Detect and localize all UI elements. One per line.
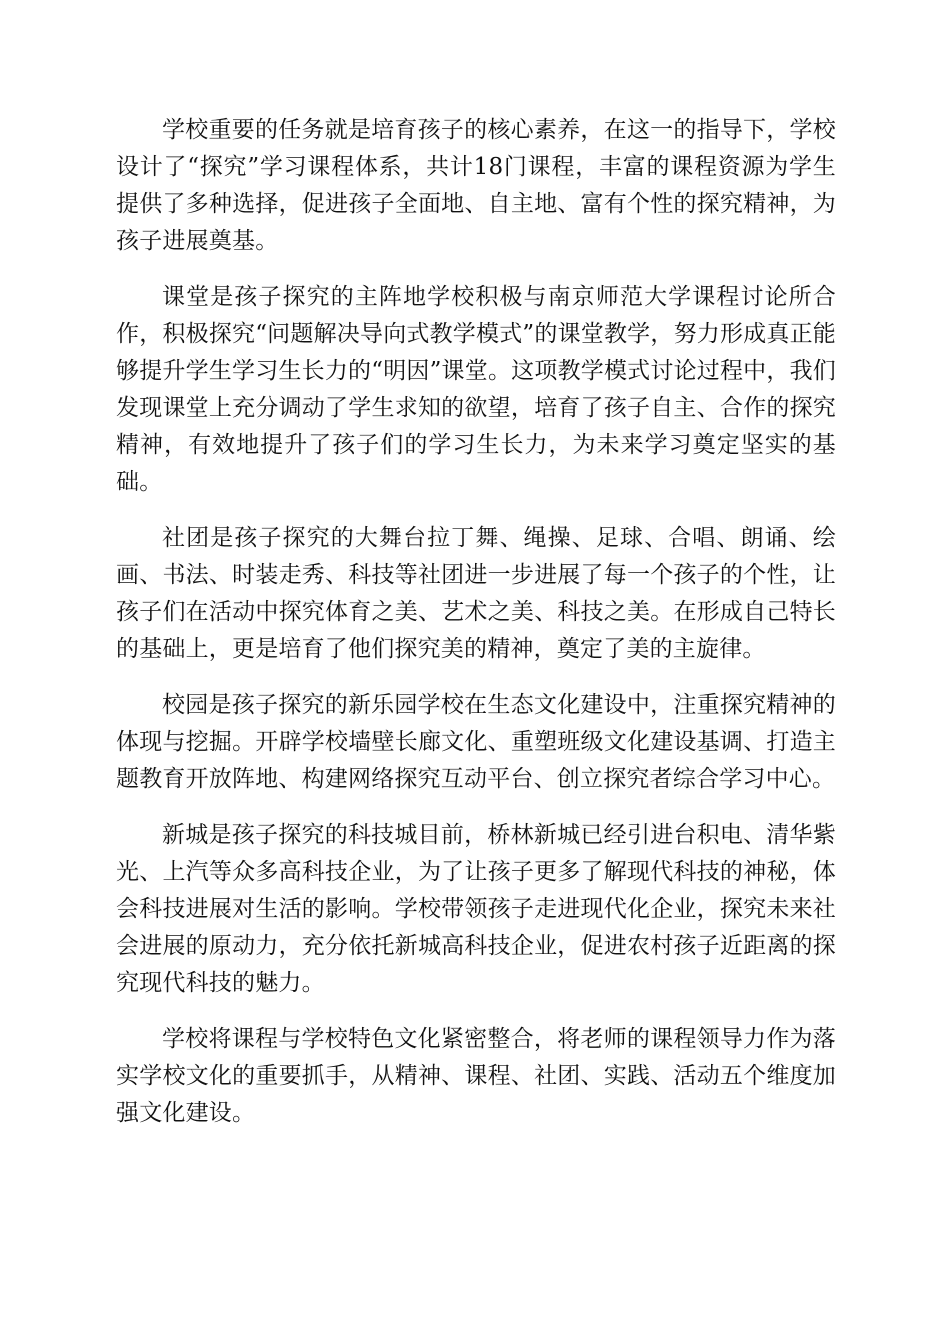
paragraph-core-literacy: 学校重要的任务就是培育孩子的核心素养，在这一的指导下，学校设计了“探究”学习课程体系，共计18门课程，丰富的课程资源为学生提供了多种选择，促进孩子全面地、自主地、富有个性的探究精神，为孩子进展奠基。	[116, 117, 836, 254]
paragraph-new-city: 新城是孩子探究的科技城目前，桥林新城已经引进台积电、清华紫光、上汽等众多高科技企业，为了让孩子更多了解现代科技的神秘，体会科技进展对生活的影响。学校带领孩子走进现代化企业，探究未来社会进展的原动力，充分依托新城高科技企业，促进农村孩子近距离的探究现代科技的魅力。	[116, 822, 836, 996]
paragraph-campus: 校园是孩子探究的新乐园学校在生态文化建设中，注重探究精神的体现与挖掘。开辟学校墙壁长廊文化、重塑班级文化建设基调、打造主题教育开放阵地、构建网络探究互动平台、创立探究者综合学习中心。	[116, 692, 836, 792]
document-body	[116, 112, 836, 1151]
paragraph-clubs: 社团是孩子探究的大舞台拉丁舞、绳操、足球、合唱、朗诵、绘画、书法、时装走秀、科技等社团进一步进展了每一个孩子的个性，让孩子们在活动中探究体育之美、艺术之美、科技之美。在形成自己特长的基础上，更是培育了他们探究美的精神，奠定了美的主旋律。	[116, 525, 836, 662]
paragraph-integration: 学校将课程与学校特色文化紧密整合，将老师的课程领导力作为落实学校文化的重要抓手，从精神、课程、社团、实践、活动五个维度加强文化建设。	[116, 1026, 836, 1126]
paragraph-classroom: 课堂是孩子探究的主阵地学校积极与南京师范大学课程讨论所合作，积极探究“问题解决导向式教学模式”的课堂教学，努力形成真正能够提升学生学习生长力的“明因”课堂。这项教学模式讨论过程中，我们发现课堂上充分调动了学生求知的欲望，培育了孩子自主、合作的探究精神，有效地提升了孩子们的学习生长力，为未来学习奠定坚实的基础。	[116, 284, 836, 495]
